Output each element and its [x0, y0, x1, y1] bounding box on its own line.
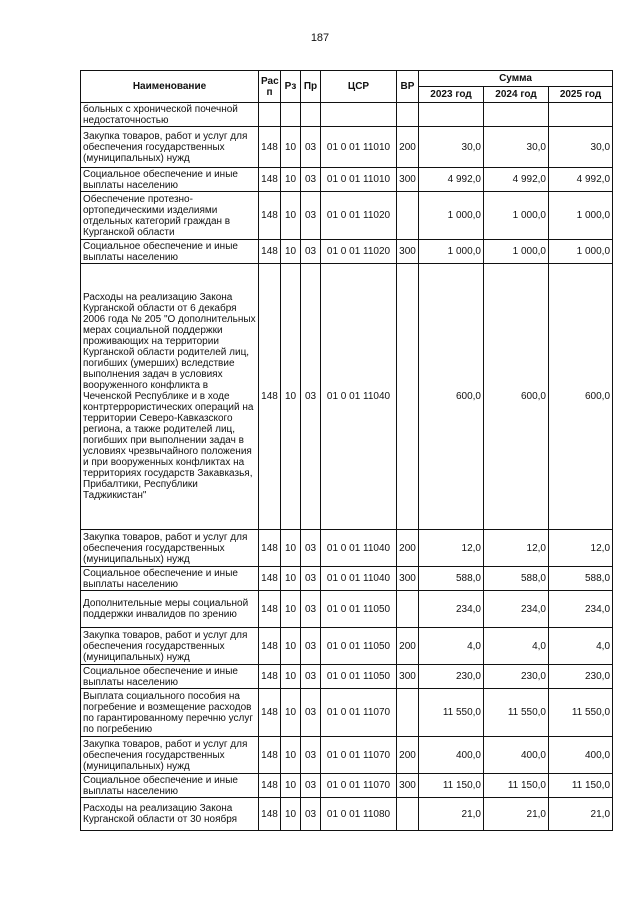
table-row	[81, 665, 613, 689]
row-csr	[321, 103, 397, 127]
row-vr: 300	[397, 665, 419, 689]
row-pr: 03	[301, 127, 321, 168]
row-csr: 01 0 01 11010	[321, 168, 397, 192]
row-name: Закупка товаров, работ и услуг для обеспечения государственных (муниципальных) нужд	[81, 530, 259, 567]
row-vr	[397, 798, 419, 831]
row-sum-2025: 1 000,0	[549, 192, 613, 240]
row-csr: 01 0 01 11070	[321, 737, 397, 774]
row-csr: 01 0 01 11070	[321, 774, 397, 798]
row-name: больных с хронической почечной недостаточностью	[81, 103, 259, 127]
page-number: 187	[310, 32, 330, 44]
row-sum-2023: 230,0	[419, 665, 484, 689]
row-vr: 200	[397, 628, 419, 665]
row-pr: 03	[301, 665, 321, 689]
row-rz: 10	[281, 168, 301, 192]
table-row	[81, 774, 613, 798]
row-vr: 300	[397, 567, 419, 591]
row-rz: 10	[281, 240, 301, 264]
row-vr: 300	[397, 168, 419, 192]
row-sum-2023: 600,0	[419, 264, 484, 530]
row-vr: 200	[397, 737, 419, 774]
row-sum-2024: 230,0	[484, 665, 549, 689]
row-name: Закупка товаров, работ и услуг для обеспечения государственных (муниципальных) нужд	[81, 737, 259, 774]
table-row	[81, 240, 613, 264]
row-csr: 01 0 01 11050	[321, 665, 397, 689]
row-sum-2023: 12,0	[419, 530, 484, 567]
row-rz: 10	[281, 567, 301, 591]
row-sum-2025: 588,0	[549, 567, 613, 591]
row-sum-2023: 4,0	[419, 628, 484, 665]
row-sum-2025: 1 000,0	[549, 240, 613, 264]
row-pr: 03	[301, 530, 321, 567]
row-sum-2025: 4 992,0	[549, 168, 613, 192]
row-rz	[281, 103, 301, 127]
row-pr: 03	[301, 737, 321, 774]
row-sum-2023: 234,0	[419, 591, 484, 628]
row-rz: 10	[281, 127, 301, 168]
table-body	[81, 103, 613, 831]
header-year-2024: 2024 год	[484, 87, 549, 103]
row-name: Выплата социального пособия на погребение и возмещение расходов по гарантированному перечню услуг по погребению	[81, 689, 259, 737]
row-pr	[301, 103, 321, 127]
row-vr	[397, 103, 419, 127]
row-sum-2024: 4,0	[484, 628, 549, 665]
table-row	[81, 264, 613, 530]
row-rasp: 148	[259, 567, 281, 591]
row-name: Социальное обеспечение и иные выплаты населению	[81, 665, 259, 689]
row-rz: 10	[281, 737, 301, 774]
row-sum-2023: 30,0	[419, 127, 484, 168]
row-pr: 03	[301, 628, 321, 665]
row-sum-2023	[419, 103, 484, 127]
row-sum-2023: 11 550,0	[419, 689, 484, 737]
table-row	[81, 192, 613, 240]
row-rasp: 148	[259, 240, 281, 264]
header-csr: ЦСР	[321, 71, 397, 103]
row-rasp: 148	[259, 127, 281, 168]
row-csr: 01 0 01 11040	[321, 264, 397, 530]
row-sum-2024: 11 550,0	[484, 689, 549, 737]
row-csr: 01 0 01 11020	[321, 240, 397, 264]
row-sum-2024: 30,0	[484, 127, 549, 168]
header-sum: Сумма	[419, 71, 613, 87]
row-sum-2025: 400,0	[549, 737, 613, 774]
row-vr	[397, 689, 419, 737]
row-sum-2024: 4 992,0	[484, 168, 549, 192]
row-vr: 300	[397, 774, 419, 798]
row-sum-2025: 4,0	[549, 628, 613, 665]
row-sum-2023: 11 150,0	[419, 774, 484, 798]
row-name: Социальное обеспечение и иные выплаты населению	[81, 774, 259, 798]
row-vr	[397, 192, 419, 240]
table-row	[81, 168, 613, 192]
row-sum-2024: 1 000,0	[484, 192, 549, 240]
row-sum-2025	[549, 103, 613, 127]
row-name: Социальное обеспечение и иные выплаты населению	[81, 240, 259, 264]
table-row	[81, 591, 613, 628]
row-pr: 03	[301, 774, 321, 798]
row-sum-2024: 588,0	[484, 567, 549, 591]
row-rz: 10	[281, 192, 301, 240]
row-vr: 300	[397, 240, 419, 264]
row-pr: 03	[301, 689, 321, 737]
row-vr: 200	[397, 127, 419, 168]
header-pr: Пр	[301, 71, 321, 103]
row-pr: 03	[301, 798, 321, 831]
row-name: Расходы на реализацию Закона Курганской области от 30 ноября	[81, 798, 259, 831]
row-sum-2023: 4 992,0	[419, 168, 484, 192]
row-name: Социальное обеспечение и иные выплаты населению	[81, 168, 259, 192]
row-sum-2025: 234,0	[549, 591, 613, 628]
row-sum-2023: 588,0	[419, 567, 484, 591]
row-rasp: 148	[259, 530, 281, 567]
row-sum-2024: 12,0	[484, 530, 549, 567]
row-sum-2025: 21,0	[549, 798, 613, 831]
row-csr: 01 0 01 11010	[321, 127, 397, 168]
row-rz: 10	[281, 628, 301, 665]
header-year-2023: 2023 год	[419, 87, 484, 103]
row-name: Закупка товаров, работ и услуг для обеспечения государственных (муниципальных) нужд	[81, 628, 259, 665]
row-sum-2025: 230,0	[549, 665, 613, 689]
row-sum-2025: 30,0	[549, 127, 613, 168]
table-row	[81, 628, 613, 665]
row-name: Обеспечение протезно-ортопедическими изделиями отдельных категорий граждан в Курганской области	[81, 192, 259, 240]
row-rz: 10	[281, 264, 301, 530]
row-rasp: 148	[259, 264, 281, 530]
row-sum-2024: 11 150,0	[484, 774, 549, 798]
header-vr: ВР	[397, 71, 419, 103]
row-rasp: 148	[259, 591, 281, 628]
table-row	[81, 689, 613, 737]
header-rz: Рз	[281, 71, 301, 103]
row-rz: 10	[281, 665, 301, 689]
row-rz: 10	[281, 774, 301, 798]
row-name: Расходы на реализацию Закона Курганской области от 6 декабря 2006 года № 205 "О дополнительных мерах социальной поддержки проживающих на территории Курганской области родителей лиц, погибших (умерших) вследствие выполнения задач в условиях вооруженного конфликта в Чеченской Республике и в ходе контртеррористических операций на территории Северо-Кавказского региона, а также родителей лиц, погибших при выполнении задач в условиях чрезвычайного положения и при вооруженных конфликтах на территориях государств Закавказья, Прибалтики, Республики Таджикистан"	[81, 264, 259, 530]
row-pr: 03	[301, 168, 321, 192]
row-sum-2024: 1 000,0	[484, 240, 549, 264]
row-rasp	[259, 103, 281, 127]
row-rz: 10	[281, 798, 301, 831]
row-rz: 10	[281, 689, 301, 737]
row-name: Закупка товаров, работ и услуг для обеспечения государственных (муниципальных) нужд	[81, 127, 259, 168]
row-csr: 01 0 01 11070	[321, 689, 397, 737]
row-vr: 200	[397, 530, 419, 567]
header-rasp: Рас п	[259, 71, 281, 103]
row-sum-2024: 234,0	[484, 591, 549, 628]
row-rasp: 148	[259, 628, 281, 665]
row-pr: 03	[301, 192, 321, 240]
row-sum-2025: 600,0	[549, 264, 613, 530]
row-csr: 01 0 01 11040	[321, 530, 397, 567]
row-sum-2024: 400,0	[484, 737, 549, 774]
row-rasp: 148	[259, 168, 281, 192]
row-rasp: 148	[259, 737, 281, 774]
row-csr: 01 0 01 11040	[321, 567, 397, 591]
table-header	[81, 71, 613, 103]
row-pr: 03	[301, 567, 321, 591]
row-sum-2023: 1 000,0	[419, 240, 484, 264]
row-name: Социальное обеспечение и иные выплаты населению	[81, 567, 259, 591]
table-row	[81, 798, 613, 831]
row-rasp: 148	[259, 798, 281, 831]
table-row	[81, 127, 613, 168]
row-sum-2025: 11 550,0	[549, 689, 613, 737]
row-pr: 03	[301, 591, 321, 628]
row-rasp: 148	[259, 665, 281, 689]
table-row	[81, 567, 613, 591]
row-sum-2024: 21,0	[484, 798, 549, 831]
budget-table	[80, 70, 613, 831]
row-sum-2024: 600,0	[484, 264, 549, 530]
table-row	[81, 530, 613, 567]
row-vr	[397, 591, 419, 628]
table-row	[81, 103, 613, 127]
header-name: Наименование	[81, 71, 259, 103]
row-vr	[397, 264, 419, 530]
row-sum-2024	[484, 103, 549, 127]
row-csr: 01 0 01 11020	[321, 192, 397, 240]
row-csr: 01 0 01 11050	[321, 591, 397, 628]
row-rz: 10	[281, 591, 301, 628]
row-pr: 03	[301, 264, 321, 530]
row-csr: 01 0 01 11080	[321, 798, 397, 831]
row-sum-2025: 11 150,0	[549, 774, 613, 798]
row-sum-2023: 21,0	[419, 798, 484, 831]
row-sum-2023: 1 000,0	[419, 192, 484, 240]
row-rasp: 148	[259, 689, 281, 737]
row-pr: 03	[301, 240, 321, 264]
row-name: Дополнительные меры социальной поддержки инвалидов по зрению	[81, 591, 259, 628]
row-rasp: 148	[259, 774, 281, 798]
row-csr: 01 0 01 11050	[321, 628, 397, 665]
row-rasp: 148	[259, 192, 281, 240]
row-rz: 10	[281, 530, 301, 567]
row-sum-2023: 400,0	[419, 737, 484, 774]
row-sum-2025: 12,0	[549, 530, 613, 567]
header-year-2025: 2025 год	[549, 87, 613, 103]
table-row	[81, 737, 613, 774]
